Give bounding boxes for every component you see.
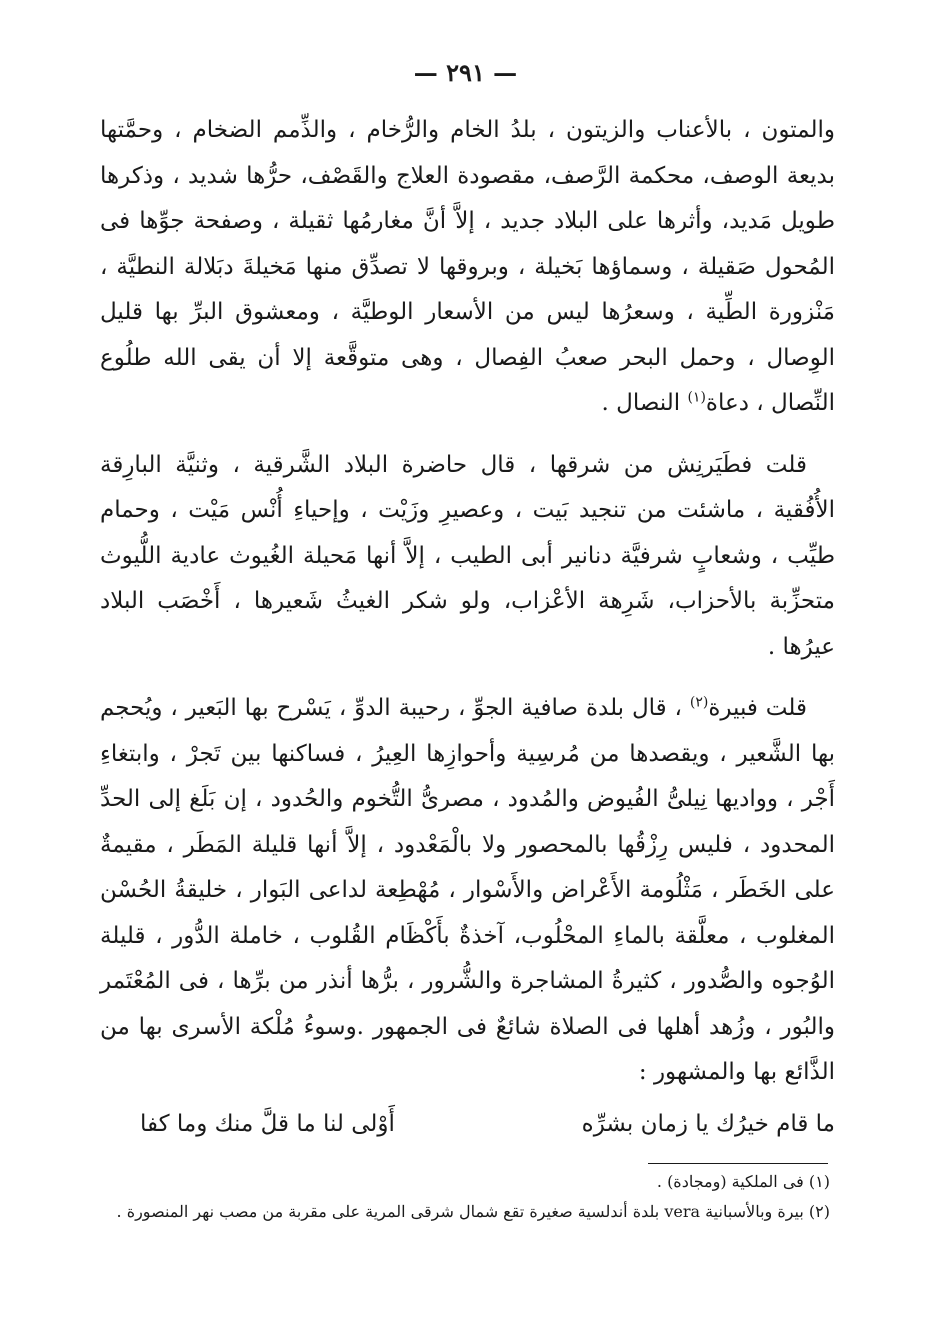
main-text (100, 108, 835, 1147)
paragraph-1-tail: النصال . (601, 390, 681, 416)
footnote-ref-2[interactable]: (٢) (689, 694, 709, 711)
paragraph-2: قلت فطَيَرنِش من شرقها ، قال حاضرة البلاد الشَّرقية ، وثنيَّة البارِقة الأُفُقية ، ماشئت من تنجيد بَيت ، وعصيرِ وزَيْت ، وإحياءِ أُنْس مَيْت ، وحمام طيِّب ، وشعابٍ شرفيَّة دنانير أبى الطيب ، إلاَّ أنها مَحيلة الغُيوث عادية اللُّيوث متحزِّبة بالأحزاب، شَرِهة الأعْزاب، ولو شكر الغيثُ شَعيرها ، أَخْصَب البلاد عيرُها . (100, 451, 835, 660)
page-number: — ٢٩١ — (413, 58, 518, 87)
paragraph-1-text: والمتون ، بالأعناب والزيتون ، بلدُ الخام والرُّخام ، والذِّمم الضخام ، وحمَّتها بديعة الوصف، محكمة الرَّصف، مقصودة العلاج والقَصْف، حرُّها شديد ، وذكرها طويل مَديد، وأثرها على البلاد جديد ، إلاَّ أنَّ مغارمُها ثقيلة ، وصفحة جوِّها فى المُحول صَقيلة ، وسماؤها بَخيلة ، وبروقها لا تصدِّق منها مَخيلةَ دبَلالة النطيَّة ، مَنْزورة الطِّية ، وسعرُها ليس من الأسعار الوطيَّة ، ومعشوق البرِّ بها قليل الوِصال ، وحمل البحر صعبُ الفِصال ، وهى متوقَّعة إلا أن يقى الله طلُوع النِّصال ، دعاة (100, 117, 835, 416)
footnote-1: (١) فى الملكية (ومجادة) . (656, 1172, 830, 1191)
footnotes (100, 1167, 830, 1227)
footnote-divider (648, 1163, 828, 1164)
verse-hemistich-2: أَوْلى لنا ما قلَّ منك وما كفا (140, 1110, 395, 1137)
verse-line (100, 1102, 835, 1148)
footnote-ref-1[interactable]: (١) (687, 389, 706, 406)
paragraph-3-lead: قلت فبيرة (708, 695, 807, 721)
paragraph-3 (100, 686, 835, 1096)
verse-hemistich-1: ما قام خيرُك يا زمان بشرِّه (581, 1110, 835, 1137)
footnote-2: (٢) بيرة وبالأسبانية vera بلدة أندلسية صغيرة تقع شمال شرقى المرية على مقربة من مصب نهر المنصورة . (116, 1202, 830, 1221)
paragraph-3-text: ، قال بلدة صافية الجوِّ ، رحيبة الدوِّ ، يَسْرح بها البَعير ، ويُحجم بها الشَّعير ، ويقصدها من مُرسِية وأحوازِها العِيرُ ، فساكنها بين تَجرْ ، وابتغاءِ أَجْر ، وواديها نِيلىُّ الفُيوض والمُدود ، مصرىُّ التُّخوم والحُدود ، إن بَلَغ إلى الحدِّ المحدود ، فليس رِزْقُها بالمحصور ولا بالْمَعْدود ، إلاَّ أنها قليلة المَطَر ، مقيمةٌ على الخَطَر ، مَثْلُومة الأَعْراض والأَسْوار ، مُهْطِعة لداعى البَوار ، خليقةُ الحُسْن المغلوب ، معلَّقة بالماءِ المحْلُوب، آخذةٌ بأَكْظَام القُلوب ، خاملة الدُّور ، قليلة الوُجوه والصُّدور ، كثيرةُ المشاجرة والشُّرور ، برُّها أنذر من برِّها ، فى المُعْتَمر والبُور ، وزُهد أهلها فى الصلاة شائعٌ فى الجمهور .وسوءُ مُلْكة الأسرى بها من الذَّائع بها والمشهور : (100, 695, 835, 1085)
paragraph-1 (100, 108, 835, 427)
